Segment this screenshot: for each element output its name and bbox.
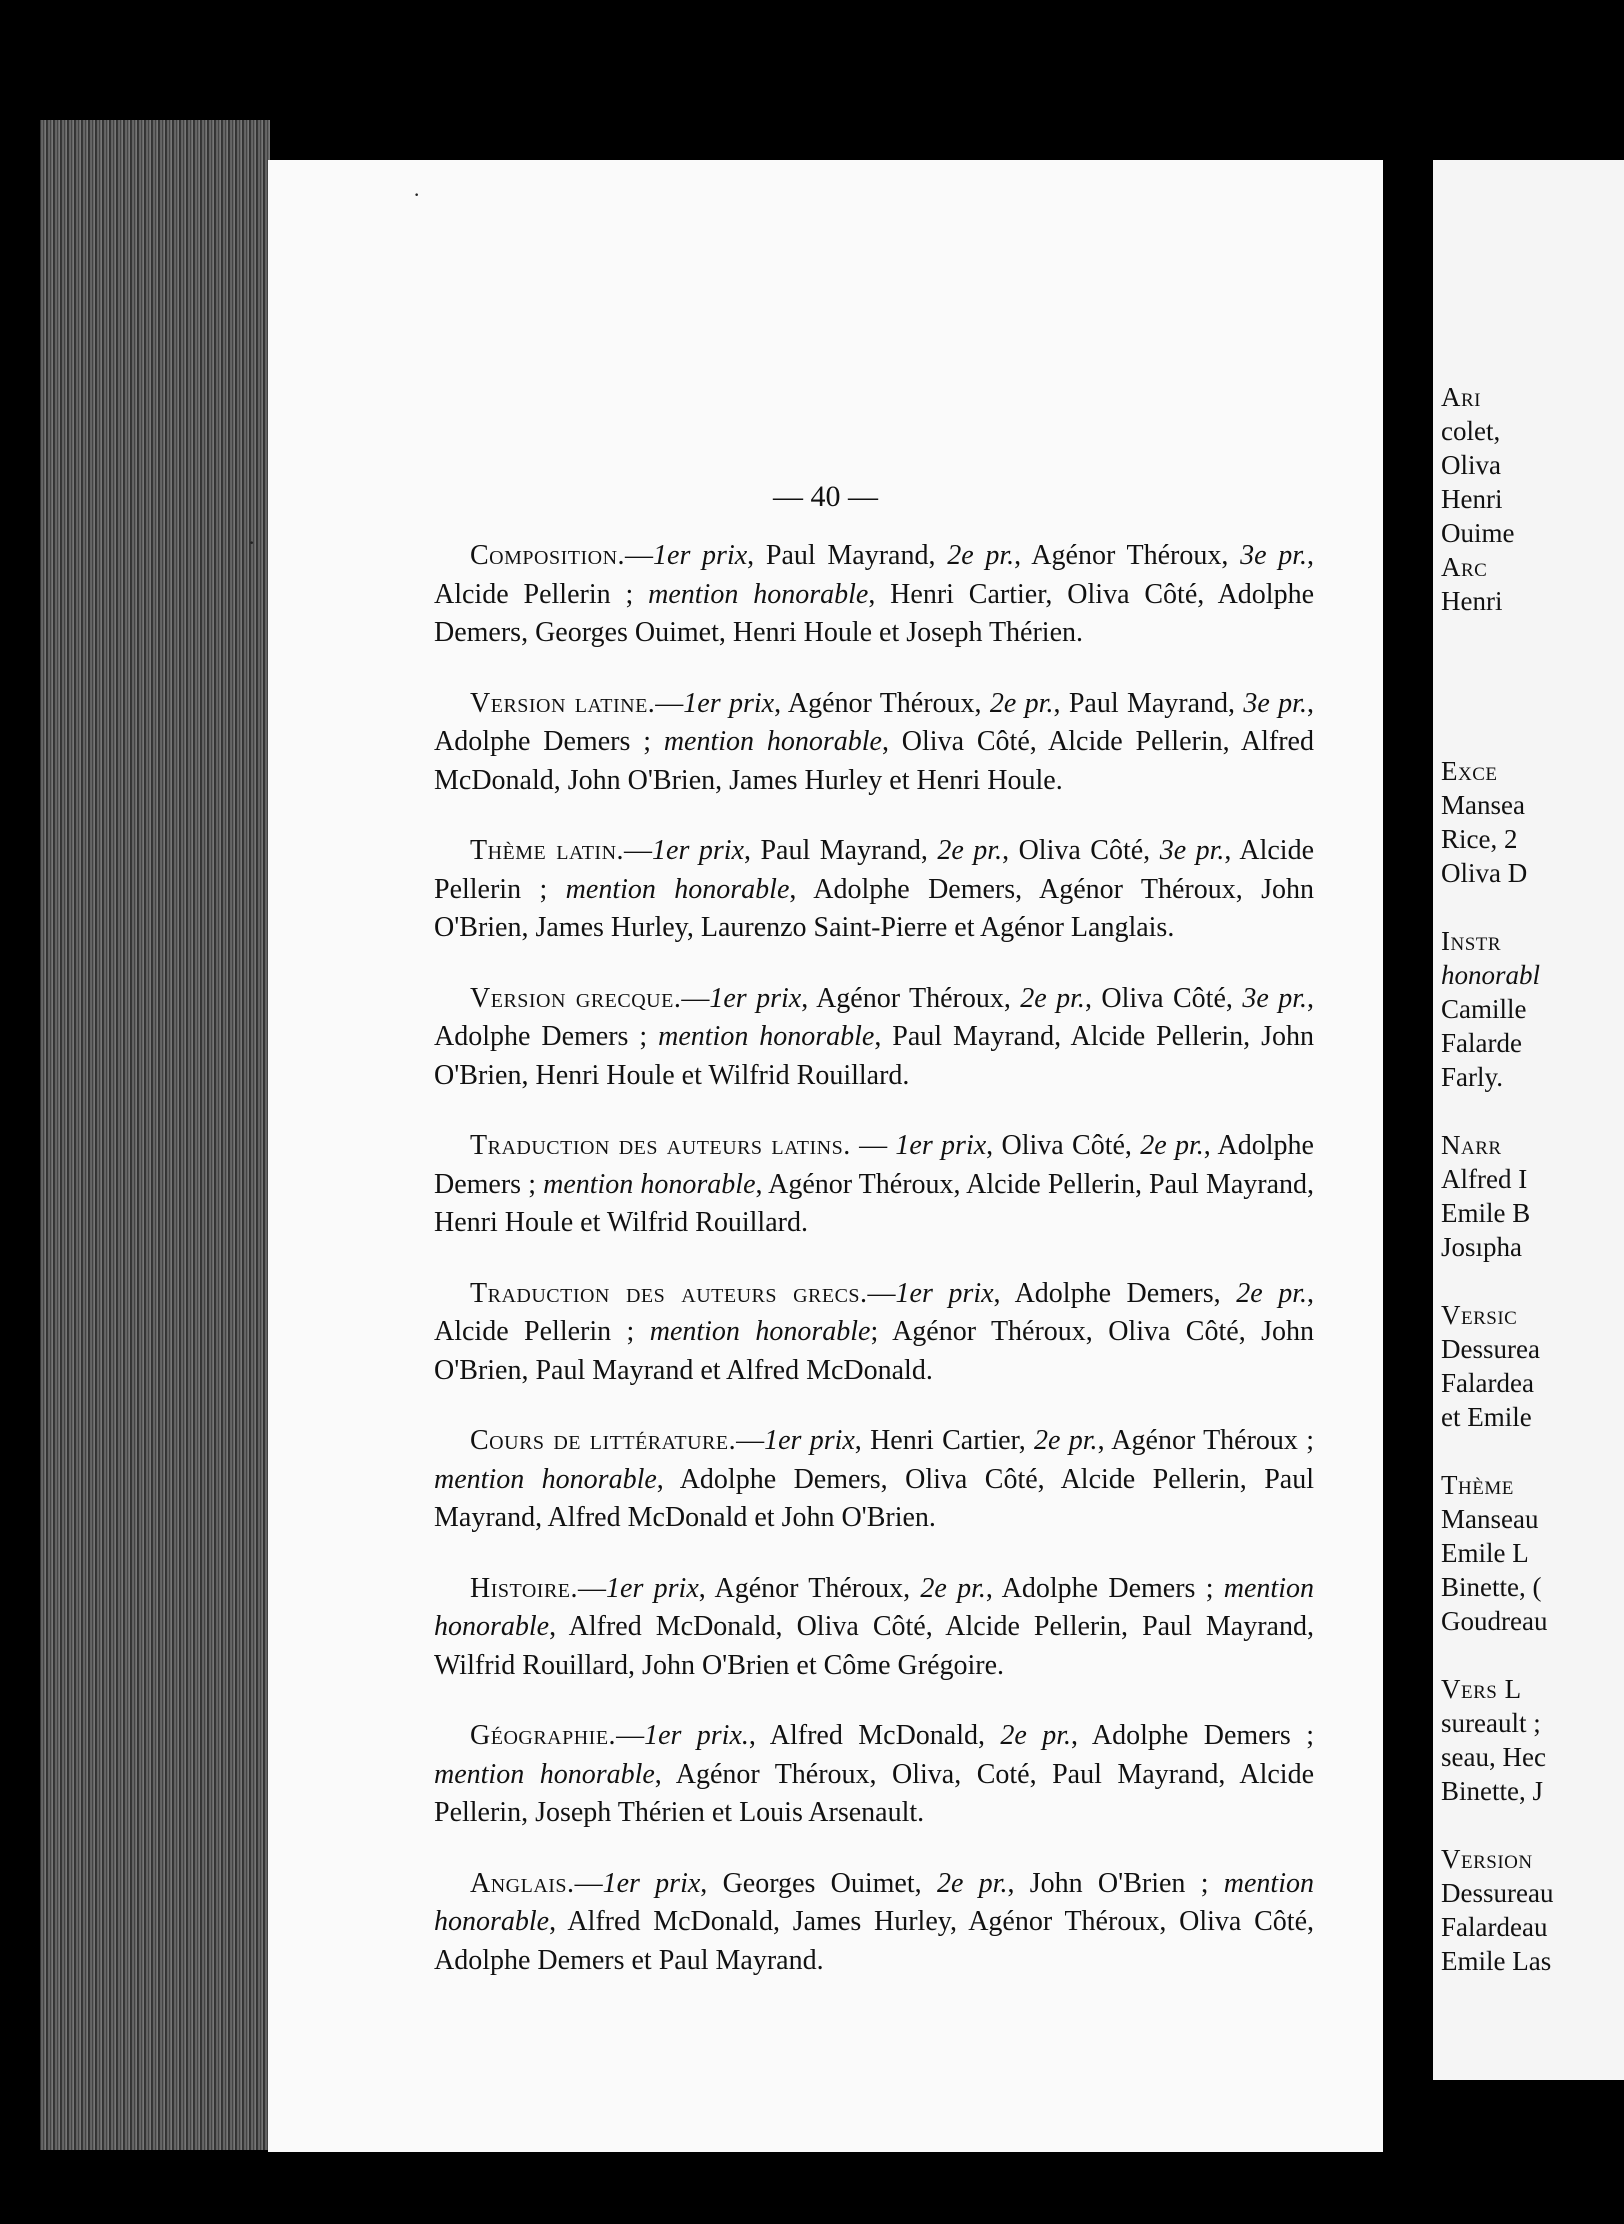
page-number: — 40 — (773, 480, 878, 513)
prize-text: — (736, 1425, 765, 1456)
prize-text: , Alcide Pellerin ; (434, 1277, 1314, 1347)
prize-label: 2e pr. (1020, 982, 1085, 1014)
prize-text: , Alcide Pellerin ; (434, 540, 1314, 610)
prize-text: — (681, 982, 710, 1014)
prize-label: mention honorable (434, 1758, 655, 1790)
right-page-fragment (1441, 1808, 1624, 1842)
prize-paragraph (434, 832, 1314, 948)
prize-paragraph (434, 1127, 1314, 1243)
prize-text: , Agénor Théroux, (801, 982, 1021, 1014)
prize-text: , Adolphe Demers ; (434, 982, 1314, 1052)
prize-text: — (624, 835, 653, 866)
right-page-fragment: Binette, J (1441, 1776, 1543, 1806)
prize-text: — (578, 1572, 607, 1604)
subject-heading: Version latine. (470, 687, 656, 719)
right-page-fragment: Farly. (1441, 1062, 1503, 1092)
prize-text: , Oliva Côté, (1084, 982, 1243, 1014)
prize-text: , Paul Mayrand, (1053, 687, 1244, 719)
right-page-fragment (1441, 1638, 1624, 1672)
right-page-fragment: et Emile (1441, 1402, 1532, 1432)
prize-text: , Oliva Côté, (1002, 835, 1160, 866)
right-page-fragment: Dessureau (1441, 1878, 1554, 1908)
prize-text: , Paul Mayrand, (743, 835, 938, 866)
prize-label: 3e pr. (1243, 687, 1307, 719)
subject-heading: Thème latin. (470, 835, 625, 866)
prize-label: 1er prix (653, 540, 748, 571)
subject-heading: Traduction des auteurs grecs. (470, 1277, 868, 1309)
prize-label: 2e pr. (936, 1867, 1008, 1899)
prize-label: 1er prix (606, 1572, 699, 1604)
right-page-fragment: Binette, ( (1441, 1572, 1542, 1602)
prize-text: — (616, 1720, 645, 1751)
subject-heading: Version grecque. (470, 982, 682, 1014)
prize-text: , Georges Ouimet, (700, 1867, 937, 1899)
prize-paragraph (434, 1422, 1314, 1538)
subject-heading: Anglais. (470, 1867, 575, 1899)
right-page-fragment: Thème (1441, 1470, 1514, 1500)
right-page-fragment: Rice, 2 (1441, 824, 1518, 854)
prize-label: 2e pr. (947, 540, 1015, 571)
prize-list (434, 537, 1314, 2012)
subject-heading: Géographie. (470, 1720, 617, 1751)
prize-label: mention honorable (434, 1867, 1314, 1937)
right-page-fragment: Falardea (1441, 1368, 1534, 1398)
prize-label: mention honorable (658, 1021, 875, 1052)
prize-text: , Adolphe Demers ; (1071, 1720, 1314, 1751)
right-page-fragment: Oliva D (1441, 858, 1528, 888)
right-page-fragment: sureault ; (1441, 1708, 1541, 1738)
prize-label: 3e pr. (1159, 835, 1225, 866)
right-page-fragment: Dessurea (1441, 1334, 1540, 1364)
right-page-fragment (1441, 1434, 1624, 1468)
prize-label: 2e pr. (937, 835, 1003, 866)
right-page-fragment: Ouime (1441, 518, 1515, 548)
right-page-fragment: seau, Hec (1441, 1742, 1546, 1772)
right-page-fragment (1441, 618, 1624, 652)
prize-label: 2e pr. (1140, 1130, 1204, 1161)
right-page-fragment (1441, 652, 1624, 686)
prize-text: , Agénor Théroux, Oliva, Coté, Paul Mayrand, Alcide Pellerin, Joseph Thérien et Louis Arsenault. (434, 1758, 1314, 1828)
right-page-fragment: Arc (1441, 552, 1488, 582)
prize-paragraph (434, 980, 1314, 1096)
subject-heading: Histoire. (470, 1572, 579, 1604)
prize-paragraph (434, 1865, 1314, 1981)
right-page-fragment: Versic (1441, 1300, 1518, 1330)
right-page-fragment: Version (1441, 1844, 1533, 1874)
left-page (248, 160, 1383, 2152)
right-page-fragment (1441, 1264, 1624, 1298)
right-page-fragment: Josıpha (1441, 1232, 1522, 1262)
right-page-fragment: Emile Las (1441, 1946, 1552, 1976)
right-page-fragment: Ari (1441, 382, 1481, 412)
prize-label: mention honorable (434, 1572, 1314, 1642)
right-page-fragment: Falardeau (1441, 1912, 1548, 1942)
prize-text: , Adolphe Demers ; (434, 687, 1314, 757)
prize-text: , Paul Mayrand, (747, 540, 948, 571)
prize-text: — (867, 1277, 896, 1309)
prize-text: , Agénor Théroux, Alcide Pellerin, Paul Mayrand, Henri Houle et Wilfrid Rouillard. (434, 1168, 1315, 1238)
right-page-fragment: Mansea (1441, 790, 1525, 820)
prize-text: , Henri Cartier, (854, 1425, 1035, 1456)
subject-heading: Cours de littérature. (470, 1425, 737, 1456)
prize-text: , Adolphe Demers ; (434, 1130, 1314, 1200)
prize-label: mention honorable (543, 1168, 756, 1200)
prize-label: mention honorable (649, 1316, 871, 1347)
right-page-fragment: Henri (1441, 484, 1503, 514)
right-page-fragment: colet, (1441, 416, 1501, 446)
prize-label: 2e pr. (1236, 1277, 1307, 1309)
right-page-fragment: Camille (1441, 994, 1527, 1024)
right-page-fragment (1441, 1094, 1624, 1128)
prize-paragraph (434, 537, 1314, 653)
right-page-fragment: Alfred I (1441, 1164, 1528, 1194)
prize-text: , Oliva Côté, (986, 1130, 1141, 1161)
book-page-edges (40, 120, 270, 2150)
right-page (1433, 160, 1624, 2080)
prize-label: 1er prix (602, 1867, 701, 1899)
prize-text: , Agénor Théroux, (774, 687, 990, 719)
right-page-fragment: Exce (1441, 756, 1498, 786)
prize-paragraph (434, 685, 1314, 801)
right-page-fragment: Goudreau (1441, 1606, 1548, 1636)
subject-heading: Composition. (470, 540, 626, 571)
prize-label: 1er prix (895, 1277, 994, 1309)
right-page-fragment: Falarde (1441, 1028, 1522, 1058)
subject-heading: Traduction des auteurs latins. (470, 1130, 851, 1161)
prize-text: , Adolphe Demers, (993, 1277, 1237, 1309)
prize-label: 2e pr. (989, 687, 1054, 719)
right-page-fragment: Narr (1441, 1130, 1502, 1160)
prize-label: 1er prix (652, 835, 744, 866)
prize-label: mention honorable (663, 726, 882, 757)
right-page-text (1441, 380, 1624, 1978)
prize-paragraph (434, 1275, 1314, 1391)
prize-label: 1er prix (709, 982, 802, 1014)
prize-label: mention honorable (434, 1463, 657, 1495)
prize-paragraph (434, 1717, 1314, 1833)
right-page-fragment: Henri (1441, 586, 1503, 616)
prize-text: , Alfred McDonald, Oliva Côté, Alcide Pellerin, Paul Mayrand, Wilfrid Rouillard, John O'Brien et Côme Grégoire. (434, 1611, 1314, 1681)
prize-label: 2e pr. (920, 1572, 986, 1604)
right-page-fragment: honorabl (1441, 960, 1541, 990)
prize-text: , Alfred McDonald, (748, 1720, 1001, 1751)
prize-text: — (850, 1130, 896, 1161)
prize-text: , Alfred McDonald, James Hurley, Agénor Théroux, Oliva Côté, Adolphe Demers et Paul Mayrand. (434, 1906, 1314, 1976)
right-page-fragment (1441, 686, 1624, 720)
prize-label: 2e pr. (1034, 1425, 1098, 1456)
right-page-fragment: Emile B (1441, 1198, 1531, 1228)
prize-text: , Paul Mayrand, Alcide Pellerin, John O'Brien, Henri Houle et Wilfrid Rouillard. (434, 1021, 1314, 1091)
right-page-fragment: Manseau (1441, 1504, 1539, 1534)
prize-label: 3e pr. (1240, 540, 1307, 571)
prize-text: — (625, 540, 654, 571)
prize-text: , Agénor Théroux, (698, 1572, 921, 1604)
speck-mark: · (248, 530, 256, 555)
prize-label: 1er prix (895, 1130, 987, 1161)
prize-label: 1er prix (683, 687, 775, 719)
prize-text: , Alcide Pellerin ; (434, 835, 1315, 905)
right-page-fragment: Vers L (1441, 1674, 1522, 1704)
book-gutter (1383, 130, 1433, 2120)
speck-mark: · (413, 182, 421, 207)
prize-text: , Adolphe Demers, Agénor Théroux, John O'Brien, James Hurley, Laurenzo Saint-Pierre et Agénor Langlais. (434, 873, 1315, 943)
prize-label: 2e pr. (1000, 1720, 1072, 1751)
prize-text: — (655, 687, 684, 719)
prize-text: , John O'Brien ; (1007, 1867, 1224, 1899)
prize-text: , Adolphe Demers, Oliva Côté, Alcide Pellerin, Paul Mayrand, Alfred McDonald et John O'Brien. (434, 1463, 1315, 1533)
prize-label: 3e pr. (1242, 982, 1307, 1014)
right-page-fragment (1441, 720, 1624, 754)
prize-label: 1er prix. (644, 1720, 749, 1751)
right-page-fragment: Emile L (1441, 1538, 1529, 1568)
prize-text: , Agénor Théroux ; (1097, 1425, 1314, 1456)
prize-text: ; Agénor Théroux, Oliva Côté, John O'Brien, Paul Mayrand et Alfred McDonald. (434, 1316, 1314, 1386)
right-page-fragment: Oliva (1441, 450, 1501, 480)
right-page-fragment (1441, 890, 1624, 924)
prize-text: , Adolphe Demers ; (985, 1572, 1224, 1604)
prize-text: , Agénor Théroux, (1014, 540, 1241, 571)
prize-label: 1er prix (764, 1425, 855, 1456)
prize-text: — (574, 1867, 603, 1899)
prize-label: mention honorable (565, 873, 790, 905)
prize-text: , Henri Cartier, Oliva Côté, Adolphe Demers, Georges Ouimet, Henri Houle et Joseph Thérien. (434, 578, 1315, 648)
prize-paragraph (434, 1570, 1314, 1686)
prize-text: , Oliva Côté, Alcide Pellerin, Alfred McDonald, John O'Brien, James Hurley et Henri Houle. (434, 726, 1314, 796)
right-page-fragment: Instr (1441, 926, 1502, 956)
prize-label: mention honorable (648, 578, 869, 610)
